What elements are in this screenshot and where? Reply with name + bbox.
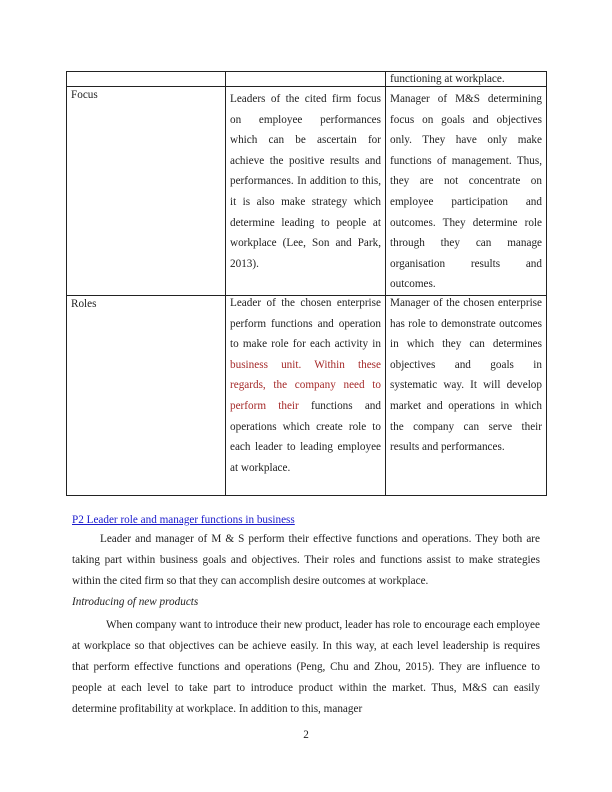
- leader-text: Leaders of the cited firm focus on employee performances which can be ascertain for achieve the positive results and performances. In addition to this, it is also make strategy which determine leading to people at workplace (Lee, Son and Park, 2013).: [230, 93, 381, 270]
- table-cell-empty: [226, 72, 386, 87]
- manager-cell: [386, 87, 547, 296]
- row-label-text: Roles: [71, 297, 97, 310]
- manager-cell: [386, 295, 547, 495]
- manager-text: Manager of the chosen enterprise has role to demonstrate outcomes in which they can determines objectives and goals in systematic way. It will develop market and operations in which the company can serve their results and performances.: [390, 296, 542, 454]
- leader-cell: [226, 87, 386, 296]
- subheading: Introducing of new products: [72, 596, 199, 608]
- table-row: [67, 72, 547, 87]
- leader-text: [230, 293, 381, 478]
- paragraph: Leader and manager of M & S perform their effective functions and operations. They both are taking part within business goals and objectives. Their roles and functions assist to make strategies within the cited firm so that they can accomplish desire outcomes at workplace.: [72, 533, 540, 587]
- table-row: [67, 295, 547, 495]
- leader-text-post: functions and operations which create role to each leader to leading employee at workplace.: [230, 399, 381, 474]
- row-label-roles: [67, 295, 226, 495]
- leader-cell: [226, 295, 386, 495]
- leader-text-pre: Leader of the chosen enterprise perform functions and operation to make role for each activity in: [230, 296, 381, 351]
- manager-text: Manager of M&S determining focus on goals and objectives only. They have only make functions of management. Thus, they are not concentrate on employee participation and outcomes. They determine role through they can manage organisation results and outcomes.: [390, 93, 542, 291]
- table-cell-continuation: functioning at workplace.: [386, 72, 547, 87]
- table-cell-empty: [67, 72, 226, 87]
- table-row: [67, 87, 547, 296]
- highlighted-text: business unit. Within these regards, the company need to perform their: [230, 358, 381, 412]
- paragraph: When company want to introduce their new product, leader has role to encourage each employee at workplace so that objectives can be achieve easily. In this way, at each level leadership is requires that perform effective functions and operations (Peng, Chu and Zhou, 2015). They are influence to people at each level to take part to introduce product within the market. Thus, M&S can easily determine profitability at workplace. In addition to this, manager: [72, 619, 540, 715]
- row-label-focus: [67, 87, 226, 296]
- comparison-table: [66, 71, 547, 496]
- page-number: 2: [303, 729, 309, 741]
- row-label-text: Focus: [71, 89, 98, 101]
- section-heading-link[interactable]: P2 Leader role and manager functions in business: [72, 514, 295, 526]
